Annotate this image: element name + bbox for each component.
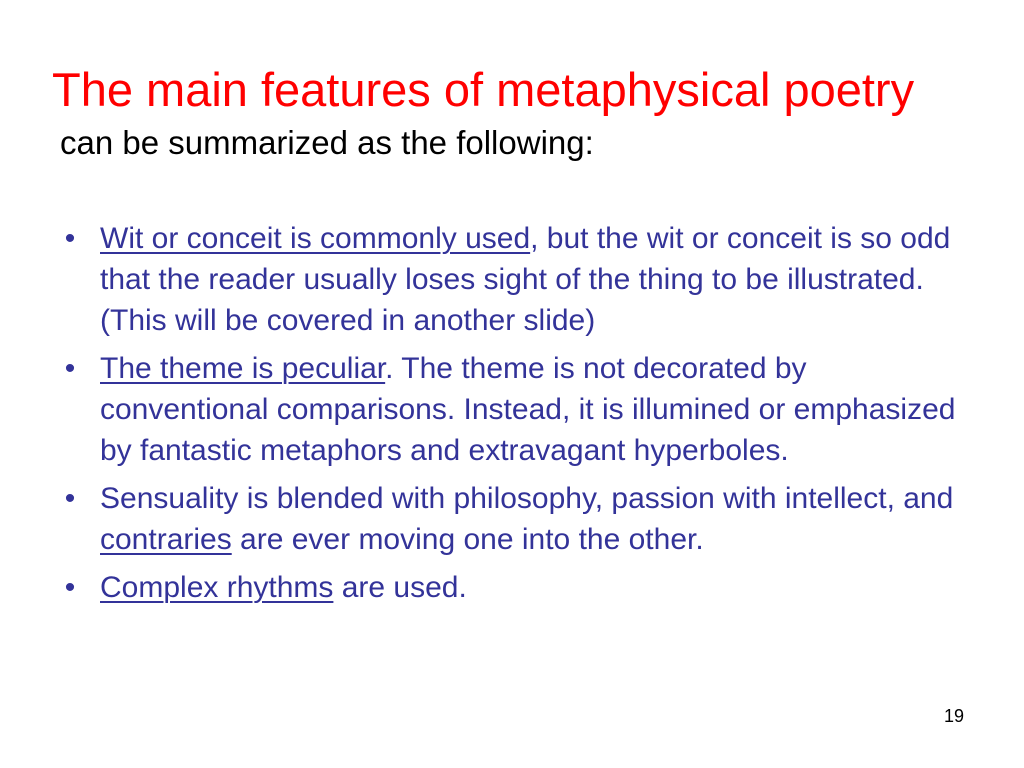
bullet-key-phrase: Complex rhythms — [100, 571, 334, 604]
bullet-text: Sensuality is blended with philosophy, passion with intellect, and — [100, 482, 954, 515]
bullet-text: . The theme is not decorated by conventional comparisons. Instead, it is illumined or emphasized by fantastic metaphors and extravagant hyperboles. — [100, 352, 956, 467]
bullet-text: , but the wit or conceit is so odd that the reader usually loses sight of the thing to be illustrated. (This will be covered in another slide) — [100, 222, 951, 337]
bullet-icon: • — [64, 571, 76, 604]
slide-title: The main features of metaphysical poetry — [52, 63, 915, 116]
bullet-key-phrase: Wit or conceit is commonly used — [100, 222, 531, 255]
bullet-icon: • — [64, 222, 76, 255]
bullet-item-theme — [60, 348, 970, 471]
bullet-item-wit — [60, 218, 970, 341]
bullet-item-sensuality — [60, 478, 970, 560]
bullet-item-rhythms — [60, 567, 970, 608]
bullet-icon: • — [64, 352, 76, 385]
bullet-text: are ever moving one into the other. — [231, 523, 704, 556]
slide-subtitle: can be summarized as the following: — [60, 124, 594, 161]
bullet-text: are used. — [333, 571, 467, 604]
page-number: 19 — [943, 706, 965, 726]
bullet-icon: • — [64, 482, 76, 515]
bullet-list — [60, 218, 970, 615]
bullet-key-phrase: contraries — [100, 523, 232, 556]
bullet-key-phrase: The theme is peculiar — [100, 352, 386, 385]
